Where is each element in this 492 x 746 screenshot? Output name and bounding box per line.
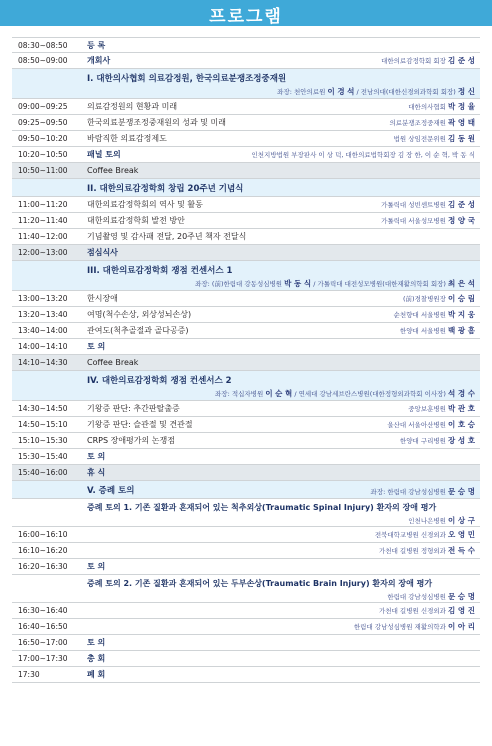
schedule-row (12, 323, 480, 339)
speaker-affiliation (252, 147, 476, 163)
session-title: 관여도(척추골절과 골다공증) (87, 326, 189, 335)
speaker-org: 한양대 구리병원 (399, 437, 446, 445)
schedule-row (12, 527, 480, 543)
speaker-affiliation (389, 115, 475, 131)
session-time: 11:20~11:40 (18, 216, 68, 225)
session-time: 15:30~15:40 (18, 452, 68, 461)
speaker-name: 장 성 호 (448, 436, 475, 445)
case-title: 증례 토의 2. 기존 질환과 혼재되어 있는 두부손상(Traumatic Brain Injury) 환자의 장애 평가 (87, 579, 433, 588)
schedule-row (12, 401, 480, 417)
schedule-row (12, 543, 480, 559)
schedule-row (12, 131, 480, 147)
schedule-row (12, 99, 480, 115)
session-time: 12:00~13:00 (18, 248, 68, 257)
page-header (0, 0, 492, 26)
session-time: 16:30~16:40 (18, 606, 68, 615)
speaker-affiliation (403, 291, 475, 307)
speaker-name: 전 득 수 (448, 546, 475, 555)
session-time: 15:40~16:00 (18, 468, 68, 477)
moderator-name: 문 승 명 (448, 592, 475, 601)
schedule-row (12, 291, 480, 307)
schedule-row (12, 37, 480, 53)
speaker-name: 이 호 승 (448, 420, 475, 429)
speaker-org: 가천대 길병원 정형외과 (379, 547, 446, 555)
speaker-name: 박 관 호 (448, 404, 475, 413)
speaker-org: 대한의사협회 (408, 103, 446, 111)
session-title: 폐 회 (87, 670, 106, 679)
session-time: 16:40~16:50 (18, 622, 68, 631)
session-title: 점심식사 (87, 248, 118, 257)
speaker-affiliation (354, 619, 475, 635)
section-chair (371, 486, 475, 497)
schedule-row (12, 465, 480, 481)
speaker-org: 한양대 서울병원 (399, 327, 446, 335)
speaker-affiliation (381, 53, 475, 69)
speaker-org: 가톨릭대 서울성모병원 (381, 217, 446, 225)
schedule-row (12, 339, 480, 355)
speaker-org: 울산대 서울아산병원 (387, 421, 446, 429)
speaker-org: 한림대 강남성심병원 재활의학과 (353, 623, 446, 631)
speaker-name: 김 동 원 (448, 134, 475, 143)
schedule-row (12, 667, 480, 683)
speaker-affiliation (381, 197, 475, 213)
chair-name: 이 경 석 (327, 87, 355, 96)
speaker-org: 법원 상임전문위원 (393, 135, 446, 143)
case-moderator (387, 591, 475, 602)
schedule-row (12, 355, 480, 371)
session-time: 14:50~15:10 (18, 420, 68, 429)
session-title: 토 의 (87, 452, 106, 461)
speaker-name: 곽 영 태 (448, 118, 475, 127)
chair-label: / 전남의대(대한신경외과학회 회장) (354, 88, 456, 96)
session-title: 의료감정원의 현황과 미래 (87, 102, 178, 111)
session-title: 여명(척수손상, 외상성뇌손상) (87, 310, 192, 319)
speaker-org: 중앙보훈병원 (408, 405, 446, 413)
section-title: III. 대한의료감정학회 쟁점 컨센서스 1 (87, 266, 233, 276)
chair-label: 좌장: 한림대 강남성심병원 (370, 488, 446, 496)
speaker-org: (前)경찰병원장 (402, 295, 446, 303)
session-time: 08:50~09:00 (18, 56, 68, 65)
session-time: 16:20~16:30 (18, 562, 68, 571)
speaker-affiliation (381, 213, 475, 229)
session-title: 토 의 (87, 638, 106, 647)
session-title: 토 의 (87, 342, 106, 351)
speaker-org: 인천지방법원 부장판사 이 상 덕, 대한의료법학회장 김 장 한, 이 순 혁, 박 동 식 (251, 151, 475, 159)
session-time: 10:20~10:50 (18, 150, 68, 159)
speaker-org: 전북대학교병원 신경외과 (374, 531, 446, 539)
session-title: Coffee Break (87, 358, 139, 367)
schedule-row (12, 635, 480, 651)
section-chair (277, 86, 475, 97)
speaker-org: 가천대 길병원 신경외과 (379, 607, 446, 615)
section-header (12, 69, 480, 99)
session-time: 14:30~14:50 (18, 404, 68, 413)
session-title: 바람직한 의료감정제도 (87, 134, 167, 143)
speaker-org: 순천향대 서울병원 (393, 311, 446, 319)
session-title: 대한의료감정학회의 역사 및 활동 (87, 200, 203, 209)
session-title: 토 의 (87, 562, 106, 571)
speaker-affiliation (375, 527, 475, 543)
speaker-name: 박 정 율 (448, 102, 475, 111)
speaker-org: 대한의료감정학회 회장 (381, 57, 446, 65)
session-title: 개회사 (87, 56, 111, 65)
session-time: 15:10~15:30 (18, 436, 68, 445)
chair-name: 석 경 수 (448, 389, 475, 398)
session-title: 기왕증 판단: 추간판탈출증 (87, 404, 180, 413)
section-header (12, 481, 480, 499)
case-discussion-header (12, 499, 480, 527)
session-title: 기왕증 판단: 슬관절 및 견관절 (87, 420, 193, 429)
speaker-name: 이 승 림 (448, 294, 475, 303)
moderator-org: 한림대 강남성심병원 (387, 593, 446, 601)
session-title: 휴 식 (87, 468, 106, 477)
session-time: 14:00~14:10 (18, 342, 68, 351)
case-discussion-header (12, 575, 480, 603)
section-chair (195, 278, 475, 289)
session-time: 13:20~13:40 (18, 310, 68, 319)
session-time: 14:10~14:30 (18, 358, 68, 367)
session-time: 17:30 (18, 670, 40, 679)
speaker-name: 박 지 웅 (448, 310, 475, 319)
schedule-row (12, 197, 480, 213)
section-header (12, 179, 480, 197)
session-title: 패널 토의 (87, 150, 121, 159)
speaker-org: 가톨릭대 성빈센트병원 (381, 201, 446, 209)
speaker-affiliation (400, 433, 475, 449)
section-title: V. 증례 토의 (87, 486, 135, 496)
chair-label: 좌장: (前)한림대 강동성심병원 (195, 280, 283, 288)
moderator-org: 인천나은병원 (408, 517, 446, 525)
speaker-name: 이 아 리 (448, 622, 475, 631)
schedule-row (12, 115, 480, 131)
section-chair (215, 388, 475, 399)
speaker-affiliation (394, 307, 475, 323)
case-moderator (408, 515, 475, 526)
speaker-affiliation (400, 323, 475, 339)
chair-name: 이 순 혁 (265, 389, 293, 398)
section-header (12, 261, 480, 291)
speaker-affiliation (408, 401, 475, 417)
speaker-affiliation (379, 543, 475, 559)
chair-name: 최 은 석 (448, 279, 475, 288)
speaker-org: 의료분쟁조정중재원 (389, 119, 446, 127)
session-time: 13:40~14:00 (18, 326, 68, 335)
speaker-affiliation (387, 417, 475, 433)
section-title: II. 대한의료감정학회 창립 20주년 기념식 (87, 184, 244, 194)
schedule-row (12, 245, 480, 261)
schedule-row (12, 449, 480, 465)
page-title: 프로그램 (209, 7, 283, 27)
schedule-row (12, 651, 480, 667)
session-time: 16:10~16:20 (18, 546, 68, 555)
session-time: 09:50~10:20 (18, 134, 68, 143)
session-title: 한시장애 (87, 294, 118, 303)
session-time: 11:40~12:00 (18, 232, 68, 241)
moderator-name: 이 상 구 (448, 516, 475, 525)
chair-name: 정 신 (457, 87, 475, 96)
session-time: 16:00~16:10 (18, 530, 68, 539)
schedule-row (12, 147, 480, 163)
speaker-name: 정 양 국 (448, 216, 475, 225)
section-title: IV. 대한의료감정학회 쟁점 컨센서스 2 (87, 376, 232, 386)
session-time: 13:00~13:20 (18, 294, 68, 303)
schedule-row (12, 417, 480, 433)
chair-label: / 연세대 강남세브란스병원(대한정형외과학회 이사장) (292, 390, 446, 398)
speaker-affiliation (379, 603, 475, 619)
schedule-row (12, 433, 480, 449)
schedule-row (12, 229, 480, 245)
session-title: 등 록 (87, 41, 106, 50)
session-title: 기념촬영 및 감사패 전달, 20주년 책자 전달식 (87, 232, 247, 241)
session-title: Coffee Break (87, 166, 139, 175)
speaker-name: 김 영 진 (448, 606, 475, 615)
session-time: 11:00~11:20 (18, 200, 68, 209)
schedule-row (12, 559, 480, 575)
session-time: 10:50~11:00 (18, 166, 68, 175)
session-time: 16:50~17:00 (18, 638, 68, 647)
schedule-row (12, 163, 480, 179)
speaker-affiliation (408, 99, 475, 115)
schedule-row (12, 619, 480, 635)
session-time: 09:25~09:50 (18, 118, 68, 127)
schedule-row (12, 53, 480, 69)
program-schedule (12, 37, 480, 683)
chair-label: 좌장: 적십자병원 (215, 390, 264, 398)
speaker-name: 김 준 성 (448, 56, 475, 65)
speaker-name: 백 광 흠 (448, 326, 475, 335)
session-title: CRPS 장애평가의 논쟁점 (87, 436, 175, 445)
schedule-row (12, 603, 480, 619)
chair-name: 박 동 식 (284, 279, 312, 288)
schedule-row (12, 307, 480, 323)
chair-label: 좌장: 천안의료원 (277, 88, 326, 96)
speaker-name: 김 준 성 (448, 200, 475, 209)
schedule-row (12, 213, 480, 229)
case-title: 증례 토의 1. 기존 질환과 혼재되어 있는 척추외상(Traumatic Spinal Injury) 환자의 장애 평가 (87, 503, 437, 512)
session-time: 09:00~09:25 (18, 102, 68, 111)
speaker-affiliation (394, 131, 475, 147)
speaker-name: 오 영 민 (448, 530, 475, 539)
chair-label: / 가톨릭대 대전성모병원(대한재활의학회 회장) (311, 280, 446, 288)
section-header (12, 371, 480, 401)
session-title: 한국의료분쟁조정중재원의 성과 및 미래 (87, 118, 227, 127)
chair-name: 문 승 명 (448, 487, 475, 496)
session-time: 17:00~17:30 (18, 654, 68, 663)
session-time: 08:30~08:50 (18, 41, 68, 50)
session-title: 총 회 (87, 654, 106, 663)
section-title: I. 대한의사협회 의료감정원, 한국의료분쟁조정중재원 (87, 74, 287, 84)
session-title: 대한의료감정학회 발전 방안 (87, 216, 185, 225)
